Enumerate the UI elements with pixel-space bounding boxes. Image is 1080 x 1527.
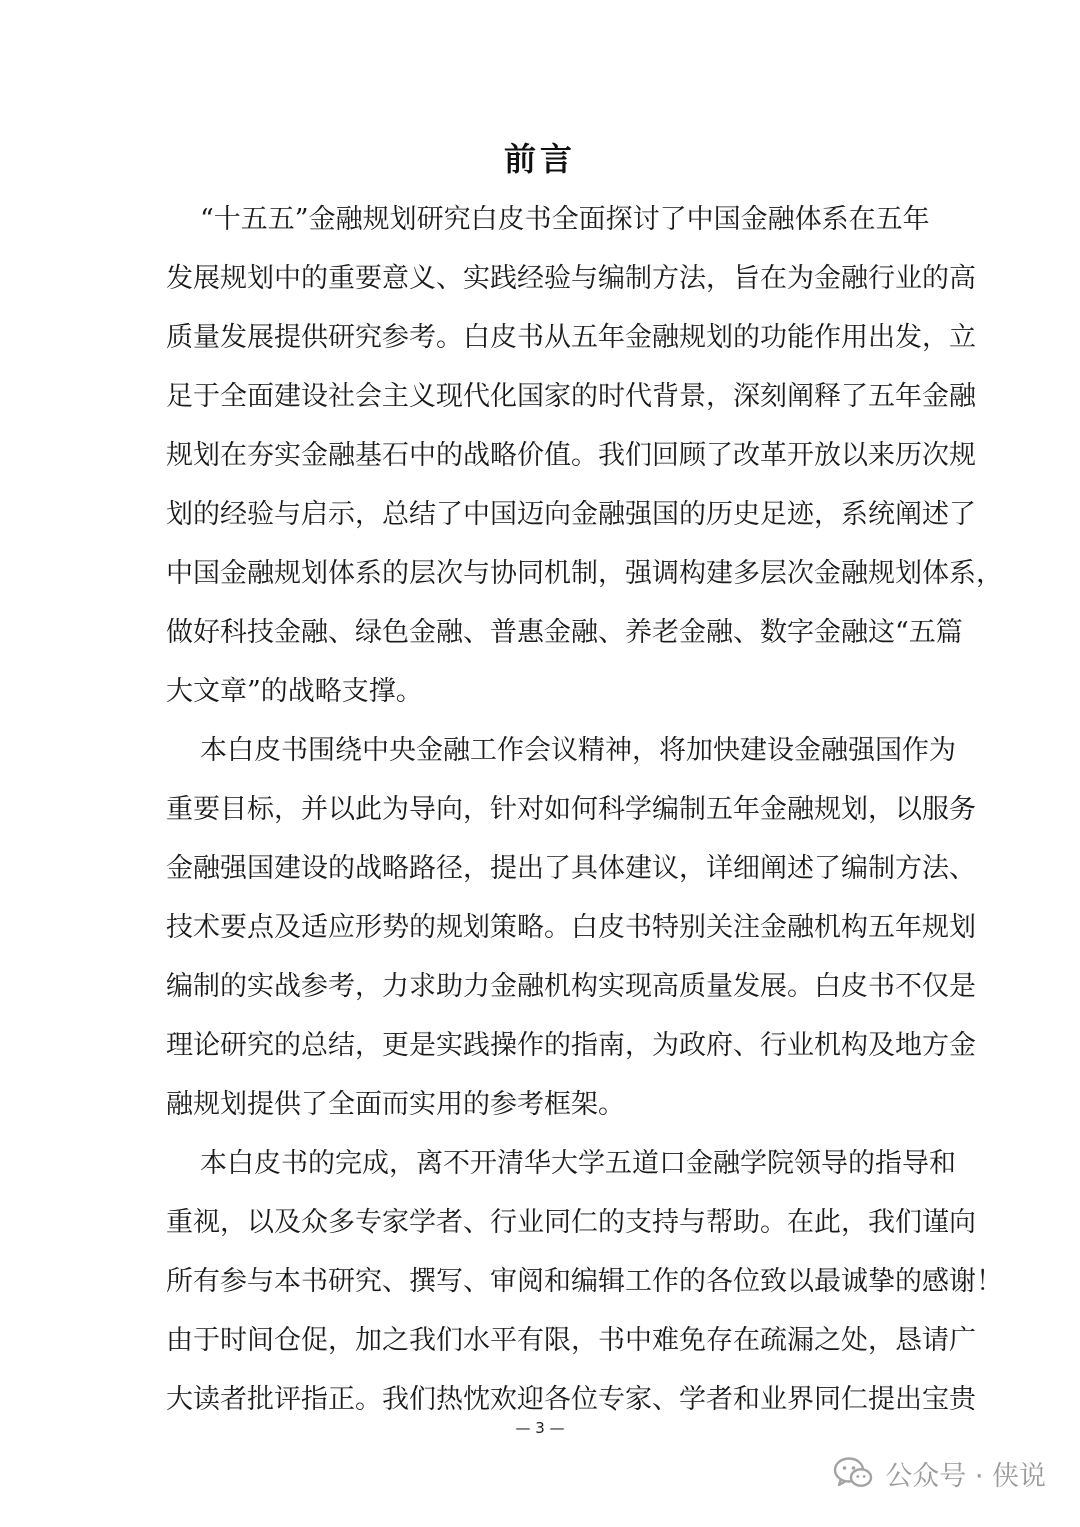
paragraph-1-line-4: 足于全面建设社会主义现代化国家的时代背景，深刻阐释了五年金融 bbox=[166, 381, 976, 412]
page-title: 前言 bbox=[503, 140, 576, 178]
paragraph-3-line-4: 由于时间仓促，加之我们水平有限，书中难免存在疏漏之处，恳请广 bbox=[166, 1325, 976, 1356]
paragraph-1-line-5: 规划在夯实金融基石中的战略价值。我们回顾了改革开放以来历次规 bbox=[166, 440, 976, 471]
paragraph-3-line-5: 大读者批评指正。我们热忱欢迎各位专家、学者和业界同仁提出宝贵 bbox=[166, 1384, 976, 1415]
paragraph-3-line-1: 本白皮书的完成，离不开清华大学五道口金融学院领导的指导和 bbox=[200, 1148, 956, 1179]
paragraph-2-line-6: 理论研究的总结，更是实践操作的指南，为政府、行业机构及地方金 bbox=[166, 1030, 976, 1061]
watermark-text: 公众号 · 侠说 bbox=[885, 1460, 1046, 1492]
paragraph-3-line-3: 所有参与本书研究、撰写、审阅和编辑工作的各位致以最诚挚的感谢！ bbox=[166, 1266, 1003, 1297]
paragraph-3-line-2: 重视，以及众多专家学者、行业同仁的支持与帮助。在此，我们谨向 bbox=[166, 1207, 976, 1238]
paragraph-1-line-3: 质量发展提供研究参考。白皮书从五年金融规划的功能作用出发，立 bbox=[166, 322, 976, 353]
paragraph-1-line-9: 大文章”的战略支撑。 bbox=[166, 676, 423, 707]
paragraph-2-line-4: 技术要点及适应形势的规划策略。白皮书特别关注金融机构五年规划 bbox=[166, 912, 976, 943]
paragraph-2-line-2: 重要目标，并以此为导向，针对如何科学编制五年金融规划，以服务 bbox=[166, 794, 976, 825]
body-text bbox=[166, 190, 1003, 1429]
paragraph-1-line-8: 做好科技金融、绿色金融、普惠金融、养老金融、数字金融这“五篇 bbox=[166, 617, 963, 648]
watermark bbox=[833, 1445, 1046, 1501]
paragraph-1-line-6: 划的经验与启示，总结了中国迈向金融强国的历史足迹，系统阐述了 bbox=[166, 499, 976, 530]
paragraph-1-line-2: 发展规划中的重要意义、实践经验与编制方法，旨在为金融行业的高 bbox=[166, 263, 976, 294]
paragraph-1-line-7: 中国金融规划体系的层次与协同机制，强调构建多层次金融规划体系， bbox=[166, 558, 1003, 589]
paragraph-2-line-5: 编制的实战参考，力求助力金融机构实现高质量发展。白皮书不仅是 bbox=[166, 971, 976, 1002]
page-number: — 3 — bbox=[515, 1419, 565, 1437]
wechat-icon bbox=[833, 1455, 873, 1491]
paragraph-2-line-1: 本白皮书围绕中央金融工作会议精神，将加快建设金融强国作为 bbox=[200, 735, 956, 766]
paragraph-2-line-7: 融规划提供了全面而实用的参考框架。 bbox=[166, 1089, 625, 1120]
paragraph-1-line-1: “十五五”金融规划研究白皮书全面探讨了中国金融体系在五年 bbox=[200, 204, 930, 235]
paragraph-2-line-3: 金融强国建设的战略路径，提出了具体建议，详细阐述了编制方法、 bbox=[166, 853, 976, 884]
